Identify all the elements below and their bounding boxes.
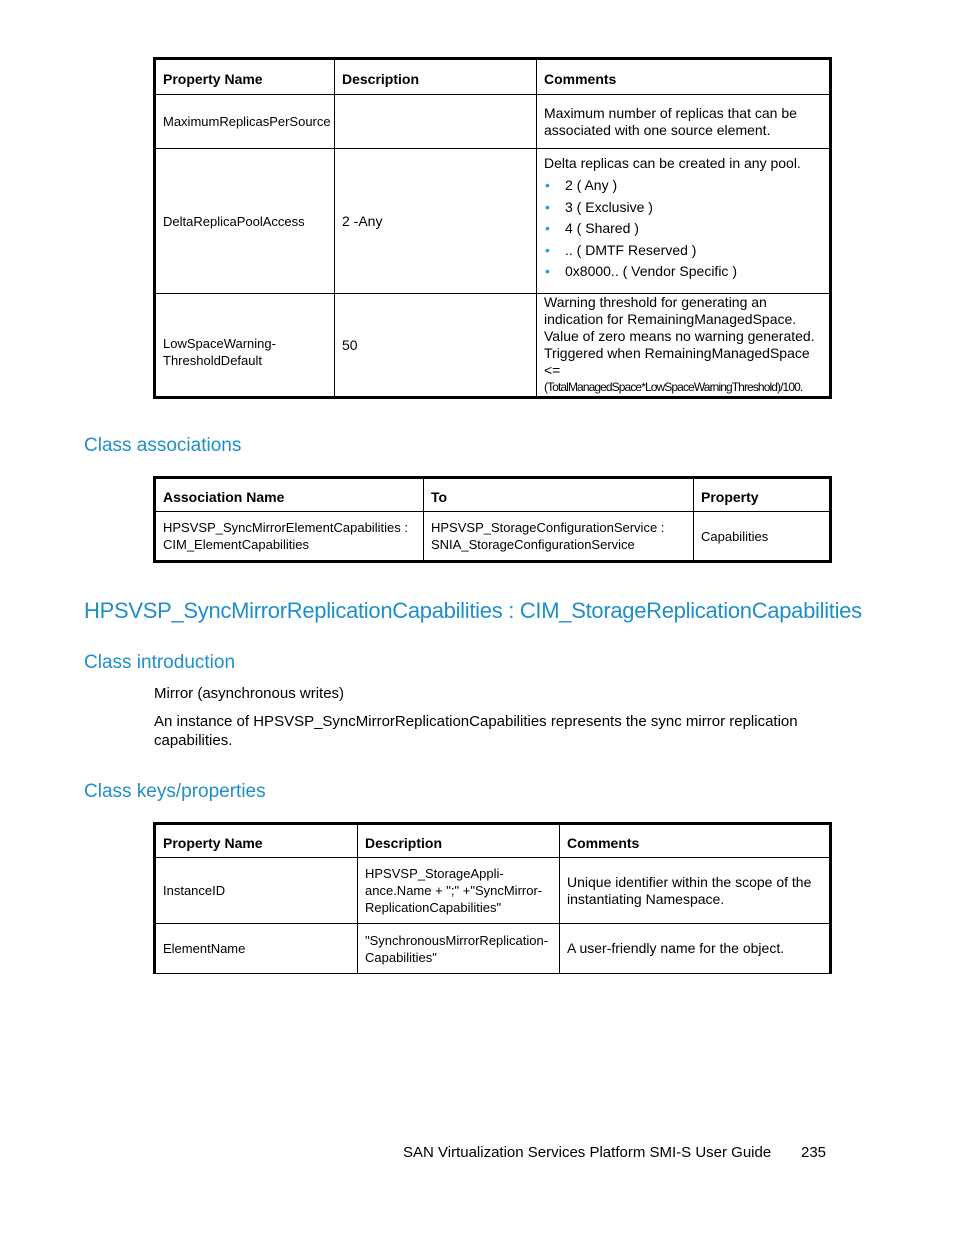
section-heading-class-introduction: Class introduction xyxy=(84,652,236,673)
description-cell: 50 xyxy=(335,294,537,398)
property-name-line: ThresholdDefault xyxy=(163,353,262,368)
property-name-cell: MaximumReplicasPerSource xyxy=(155,95,335,149)
description-cell xyxy=(335,95,537,149)
table-row xyxy=(155,95,831,149)
class-title: HPSVSP_SyncMirrorReplicationCapabilities : CIM_StorageReplicationCapabilities xyxy=(84,598,862,623)
table-header-row xyxy=(155,59,831,95)
to-line: HPSVSP_StorageConfigurationService : xyxy=(431,520,665,535)
column-header-property: Property xyxy=(694,478,831,512)
column-header-description: Description xyxy=(335,59,537,95)
list-item: • 0x8000.. ( Vendor Specific ) xyxy=(544,261,822,283)
list-item: • 2 ( Any ) xyxy=(544,175,822,197)
list-item: • 3 ( Exclusive ) xyxy=(544,197,822,219)
property-name-cell: DeltaReplicaPoolAccess xyxy=(155,149,335,294)
description-line: ance.Name + ";" +"SyncMirror- xyxy=(365,883,543,898)
comments-cell: Maximum number of replicas that can be associated with one source element. xyxy=(537,95,831,149)
column-header-property-name: Property Name xyxy=(155,59,335,95)
comments-cell xyxy=(537,149,831,294)
intro-paragraph: An instance of HPSVSP_SyncMirrorReplicationCapabilities represents the sync mirror replication capabilities. xyxy=(154,713,798,749)
properties-table-continued xyxy=(153,57,832,399)
class-associations-table xyxy=(153,476,832,563)
comments-text: Warning threshold for generating an indication for RemainingManagedSpace. Value of zero means no warning generated. Triggered when RemainingManagedSpace <= xyxy=(544,294,815,378)
table-row xyxy=(155,294,831,398)
property-cell: Capabilities xyxy=(694,512,831,562)
table-row xyxy=(155,924,831,974)
table-row xyxy=(155,512,831,562)
description-line: HPSVSP_StorageAppli- xyxy=(365,866,504,881)
property-name-cell xyxy=(155,294,335,398)
table-row xyxy=(155,858,831,924)
list-item: • .. ( DMTF Reserved ) xyxy=(544,240,822,262)
to-line: SNIA_StorageConfigurationService xyxy=(431,537,635,552)
section-heading-class-keys-properties: Class keys/properties xyxy=(84,781,266,802)
footer-page-number: 235 xyxy=(801,1144,827,1161)
description-line: ReplicationCapabilities" xyxy=(365,900,502,915)
comments-formula: (TotalManagedSpace*LowSpaceWarningThreshold)/100. xyxy=(544,380,803,394)
property-name-cell: ElementName xyxy=(155,924,358,974)
property-name-cell: InstanceID xyxy=(155,858,358,924)
comments-cell xyxy=(537,294,831,398)
column-header-comments: Comments xyxy=(537,59,831,95)
description-line: "SynchronousMirrorReplication- xyxy=(365,932,549,948)
table-header-row xyxy=(155,478,831,512)
description-cell xyxy=(358,858,560,924)
comments-cell: A user-friendly name for the object. xyxy=(560,924,831,974)
table-row xyxy=(155,149,831,294)
to-cell xyxy=(424,512,694,562)
property-name-line: LowSpaceWarning- xyxy=(163,336,276,351)
list-item: • 4 ( Shared ) xyxy=(544,218,822,240)
column-header-description: Description xyxy=(358,824,560,858)
column-header-property-name: Property Name xyxy=(155,824,358,858)
description-cell xyxy=(358,924,560,974)
association-name-line: HPSVSP_SyncMirrorElementCapabilities : xyxy=(163,520,408,535)
description-cell: 2 -Any xyxy=(335,149,537,294)
comments-intro: Delta replicas can be created in any pool. xyxy=(544,155,801,171)
pool-access-values-list xyxy=(544,175,822,283)
class-keys-properties-table xyxy=(153,822,832,974)
description-line: Capabilities" xyxy=(365,949,437,965)
association-name-cell xyxy=(155,512,424,562)
column-header-comments: Comments xyxy=(560,824,831,858)
footer-guide-title: SAN Virtualization Services Platform SMI-S User Guide xyxy=(403,1144,772,1161)
section-heading-class-associations: Class associations xyxy=(84,435,242,456)
column-header-to: To xyxy=(424,478,694,512)
association-name-line: CIM_ElementCapabilities xyxy=(163,537,309,552)
comments-cell: Unique identifier within the scope of the instantiating Namespace. xyxy=(560,858,831,924)
column-header-association-name: Association Name xyxy=(155,478,424,512)
intro-paragraph: Mirror (asynchronous writes) xyxy=(154,685,345,702)
table-header-row xyxy=(155,824,831,858)
